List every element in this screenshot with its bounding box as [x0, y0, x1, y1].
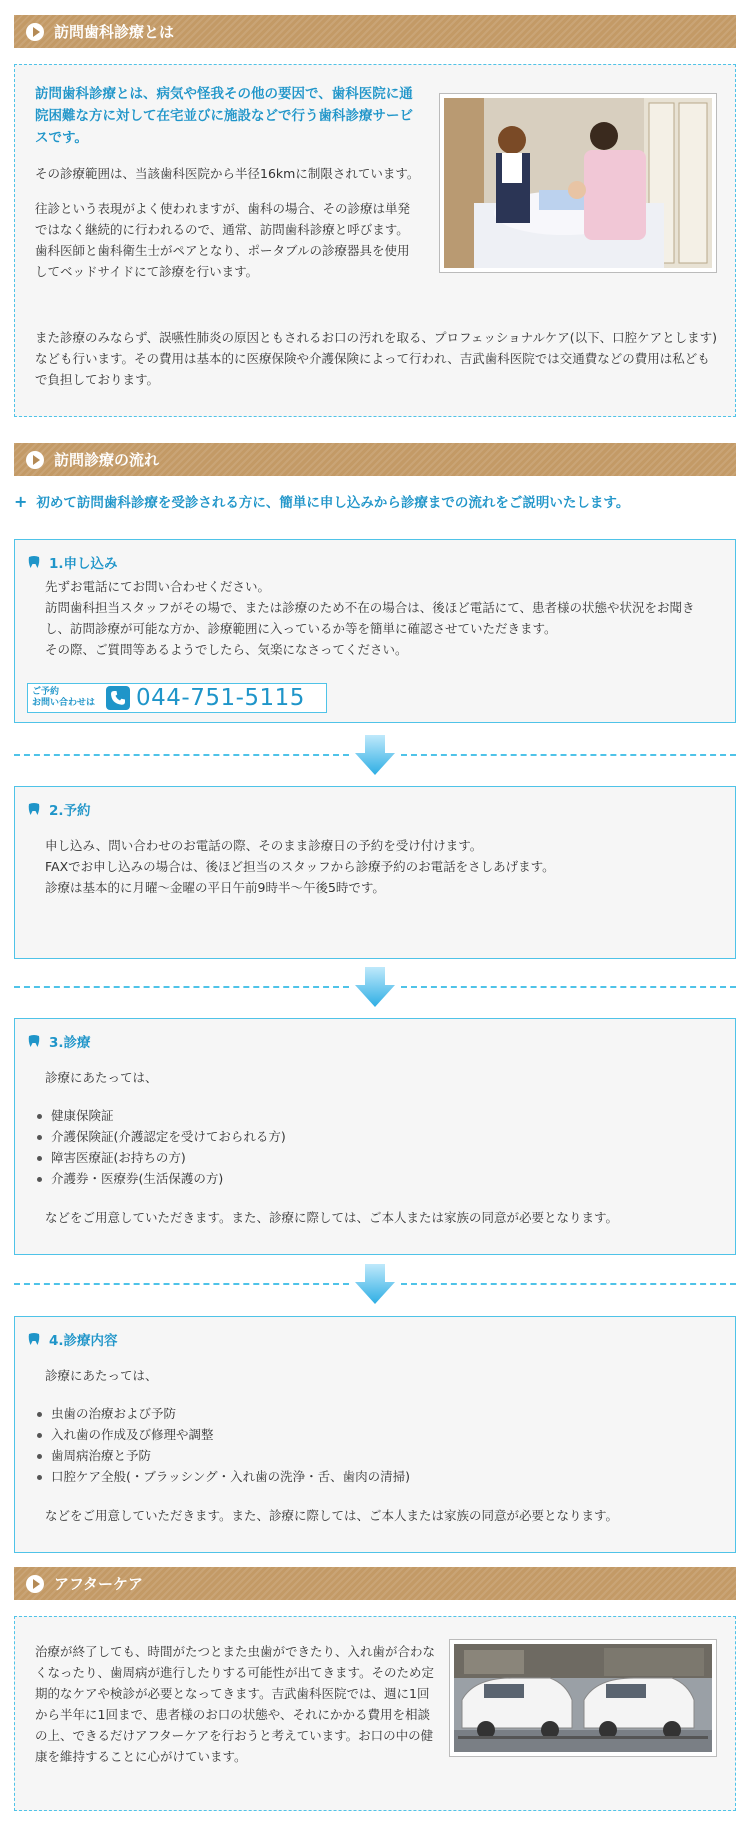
tooth-icon — [27, 802, 41, 816]
list-item: 歯周病治療と予防 — [35, 1445, 719, 1466]
step-line: 訪問歯科担当スタッフがその場で、または診療のため不在の場合は、後ほど電話にて、患者様の状態や状況をお聞きし、訪問診療が可能な方か、診療範囲に入っているか等を簡単に確認させていただきます。 — [45, 600, 695, 636]
plus-icon: + — [14, 491, 28, 511]
flow-divider — [14, 733, 736, 779]
list-item: 入れ歯の作成及び修理や調整 — [35, 1424, 719, 1445]
step-title-treatment — [27, 1031, 91, 1051]
step-outro-treatment — [45, 1207, 719, 1228]
step-title-text: 1.申し込み — [49, 556, 118, 572]
step-line: 診療は基本的に月曜〜金曜の平日午前9時半〜午後5時です。 — [45, 880, 385, 895]
play-icon — [26, 1575, 44, 1593]
phone-label: ご予約 お問い合わせは — [32, 687, 96, 708]
about-paragraph-care: また診療のみならず、誤嚥性肺炎の原因ともされるお口の汚れを取る、プロフェッショナルケア(以下、口腔ケアとします)なども行います。その費用は基本的に医療保険や介護保険によって行われ、吉武歯科医院では交通費などの費用は私どもで負担しております。 — [35, 330, 718, 387]
phone-icon — [106, 686, 130, 710]
clinic-cars-image — [454, 1644, 712, 1752]
aftercare-panel — [14, 1616, 736, 1811]
step-title-text: 2.予約 — [49, 803, 91, 819]
arrow-down-icon — [353, 1262, 397, 1306]
tooth-icon — [27, 1034, 41, 1048]
section-header-aftercare — [14, 1567, 736, 1600]
home-visit-image — [444, 98, 712, 268]
list-item: 障害医療証(お持ちの方) — [35, 1147, 719, 1168]
home-visit-photo — [439, 93, 717, 273]
flow-divider — [14, 965, 736, 1011]
phone-banner[interactable] — [27, 683, 327, 713]
step-title-text: 3.診療 — [49, 1035, 91, 1051]
step-intro: 診療にあたっては、 — [45, 1368, 158, 1383]
step-title-text: 4.診療内容 — [49, 1333, 118, 1349]
step-line: その際、ご質問等あるようでしたら、気楽になさってください。 — [45, 642, 408, 657]
step-outro: などをご用意していただきます。また、診療に際しては、ご本人または家族の同意が必要となります。 — [45, 1508, 619, 1523]
list-item: 健康保険証 — [35, 1105, 719, 1126]
arrow-down-icon — [353, 965, 397, 1009]
about-paragraph-visit: 往診という表現がよく使われますが、歯科の場合、その診療は単発ではなく継続的に行われるので、通常、訪問歯科診療と呼びます。歯科医師と歯科衛生士がペアとなり、ポータブルの診療器具を使用してベッドサイドにて診療を行います。 — [35, 201, 411, 279]
step-body-apply — [45, 576, 719, 660]
list-item: 口腔ケア全般(・ブラッシング・入れ歯の洗浄・舌、歯肉の清掃) — [35, 1466, 719, 1487]
list-item: 介護券・医療券(生活保護の方) — [35, 1168, 719, 1189]
step-intro: 診療にあたっては、 — [45, 1070, 158, 1085]
step-outro: などをご用意していただきます。また、診療に際しては、ご本人または家族の同意が必要となります。 — [45, 1210, 619, 1225]
step-box-reserve — [14, 786, 736, 959]
step-body-reserve — [45, 835, 719, 898]
step-body-treatment — [45, 1067, 719, 1088]
section-header-about — [14, 15, 736, 48]
about-paragraph-range: その診療範囲は、当該歯科医院から半径16kmに制限されています。 — [35, 166, 420, 181]
step-title-apply — [27, 552, 118, 572]
step-box-treatment — [14, 1018, 736, 1255]
step-outro-content — [45, 1505, 719, 1526]
step-list-treatment — [35, 1105, 719, 1189]
flow-intro — [14, 491, 629, 511]
play-icon — [26, 23, 44, 41]
step-title-content — [27, 1329, 118, 1349]
tooth-icon — [27, 1332, 41, 1346]
flow-divider — [14, 1262, 736, 1308]
section-title-about: 訪問歯科診療とは — [54, 23, 175, 41]
clinic-cars-photo — [449, 1639, 717, 1757]
phone-number[interactable]: 044-751-5115 — [136, 685, 305, 711]
about-panel — [14, 64, 736, 417]
step-box-apply — [14, 539, 736, 723]
step-line: 申し込み、問い合わせのお電話の際、そのまま診療日の予約を受け付けます。 — [45, 838, 483, 853]
step-box-content — [14, 1316, 736, 1553]
list-item: 介護保険証(介護認定を受けておられる方) — [35, 1126, 719, 1147]
step-body-content — [45, 1365, 719, 1386]
aftercare-text: 治療が終了しても、時間がたつとまた虫歯ができたり、入れ歯が合わなくなったり、歯周病が進行したりする可能性が出てきます。そのため定期的なケアや検診が必要となってきます。吉武歯科医院では、週に1回から半年に1回まで、患者様のお口の状態や、それにかかる費用を相談の上、できるだけアフターケアを行おうと考えています。お口の中の健康を維持することに心がけています。 — [35, 1644, 436, 1764]
step-list-content — [35, 1403, 719, 1487]
section-header-flow — [14, 443, 736, 476]
step-line: 先ずお電話にてお問い合わせください。 — [45, 579, 271, 594]
about-lead: 訪問歯科診療とは、病気や怪我その他の要因で、歯科医院に通院困難な方に対して在宅並びに施設などで行う歯科診療サービスです。 — [35, 86, 413, 146]
tooth-icon — [27, 555, 41, 569]
list-item: 虫歯の治療および予防 — [35, 1403, 719, 1424]
step-title-reserve — [27, 799, 91, 819]
step-line: FAXでお申し込みの場合は、後ほど担当のスタッフから診療予約のお電話をさしあげます。 — [45, 859, 555, 874]
section-title-aftercare: アフターケア — [54, 1575, 143, 1593]
arrow-down-icon — [353, 733, 397, 777]
flow-intro-text: 初めて訪問歯科診療を受診される方に、簡単に申し込みから診療までの流れをご説明いたします。 — [36, 495, 630, 511]
play-icon — [26, 451, 44, 469]
section-title-flow: 訪問診療の流れ — [54, 451, 160, 469]
